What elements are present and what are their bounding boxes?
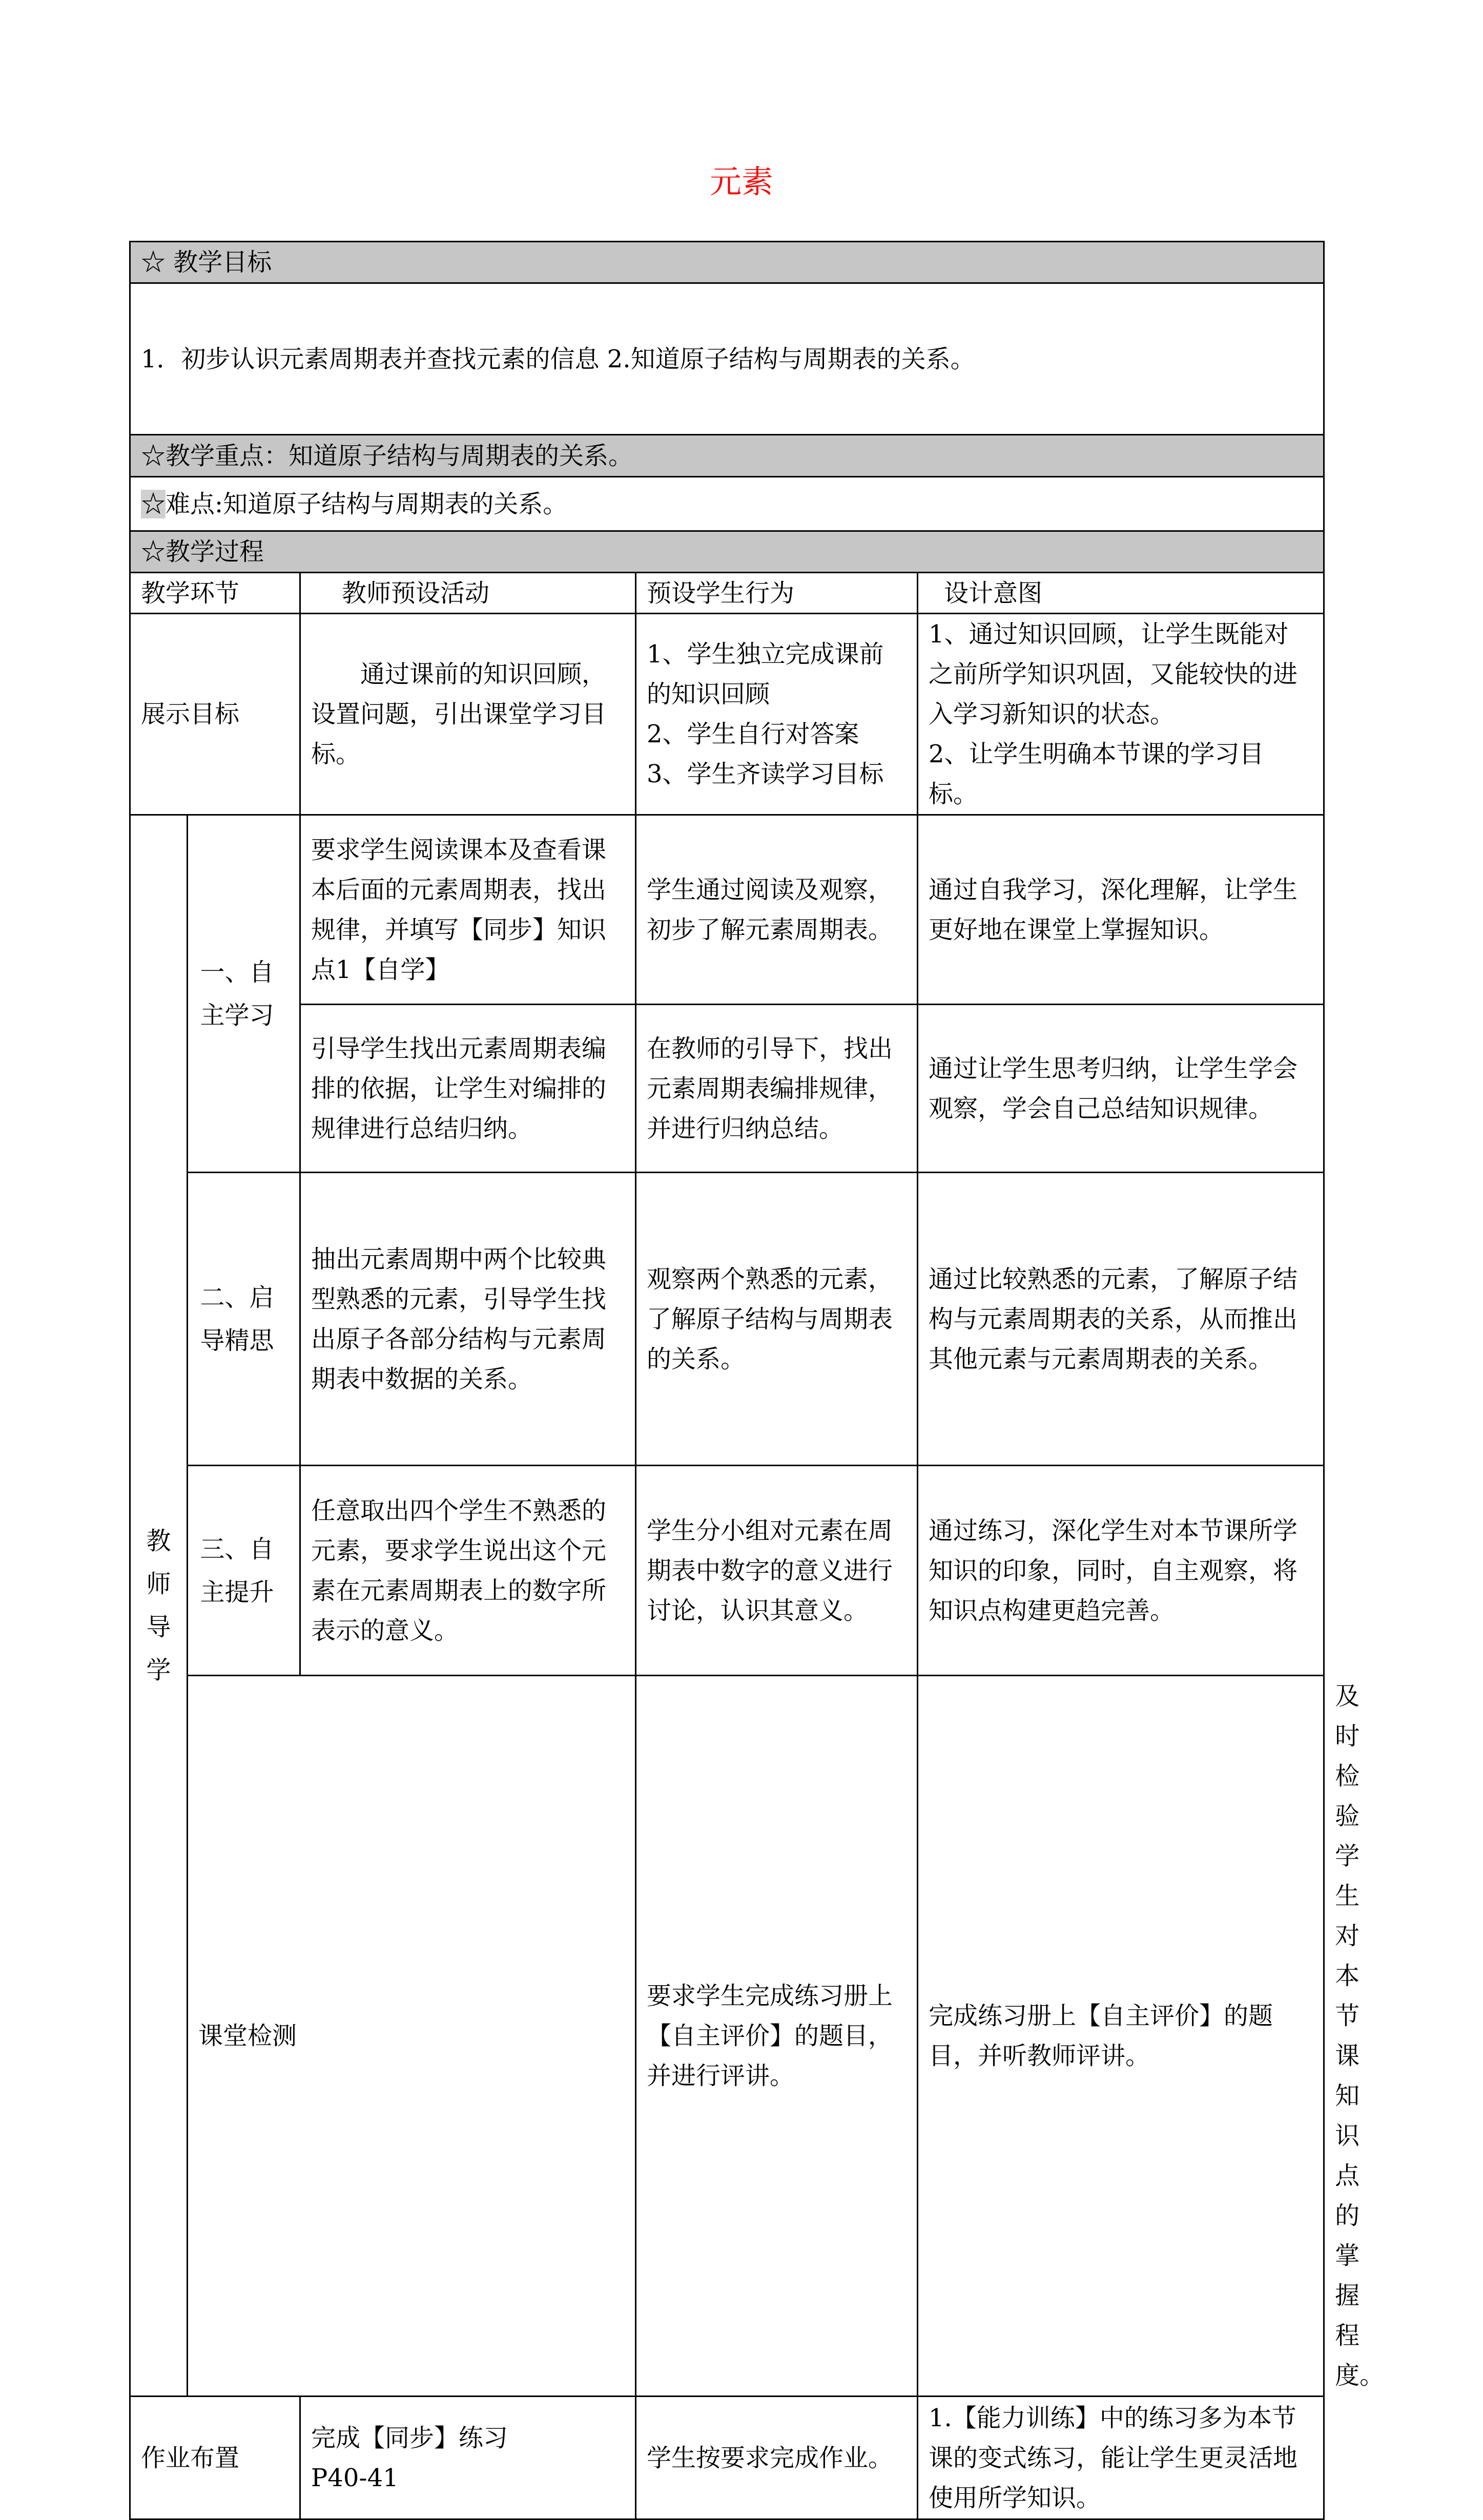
table-row: [130, 1466, 1324, 1676]
list-item: 1、学生独立完成课前的知识回顾: [647, 640, 884, 709]
table-row: 课堂检测 要求学生完成练习册上【自主评价】的题目，并进行评讲。 完成练习册上【自主评价】的题目，并听教师评讲。 及时检验学生对本节课知识点的掌握程度。: [130, 1676, 1324, 2397]
student-behavior: 在教师的引导下，找出元素周期表编排规律，并进行归纳总结。: [636, 1005, 918, 1173]
list-item: P40-41: [311, 2463, 399, 2492]
student-behavior: 学生按要求完成作业。: [636, 2397, 918, 2519]
design-intent: 通过让学生思考归纳，让学生学会观察，学会自己总结知识规律。: [918, 1005, 1324, 1173]
list-item: 2、让学生明确本节课的学习目标。: [929, 740, 1264, 808]
goals-row: [130, 283, 1324, 435]
teacher-activity: 要求学生阅读课本及查看课本后面的元素周期表，找出规律，并填写【同步】知识点1【自学】: [300, 815, 636, 1005]
stage-check: 课堂检测: [188, 1676, 636, 2397]
teacher-activity: 引导学生找出元素周期表编排的依据，让学生对编排的规律进行总结归纳。: [300, 1005, 636, 1173]
list-item: 1、通过知识回顾，让学生既能对之前所学知识巩固，又能较快的进入学习新知识的状态。: [929, 620, 1298, 728]
difficulty: [130, 477, 1324, 531]
stage-label: 一、自主学习: [200, 957, 274, 1030]
key-point: ☆教学重点：知道原子结构与周期表的关系。: [130, 435, 1324, 477]
teacher-activity: 任意取出四个学生不熟悉的元素，要求学生说出这个元素在元素周期表上的数字所表示的意义。: [300, 1466, 636, 1676]
table-row: [130, 614, 1324, 815]
stage-show-goal: 展示目标: [130, 614, 300, 815]
col-header-stage: 教学环节: [130, 573, 300, 614]
goals-header-row: [130, 242, 1324, 283]
teacher-activity: [300, 2397, 636, 2519]
stage-homework: 作业布置: [130, 2397, 300, 2519]
goals-header: ☆ 教学目标: [130, 242, 1324, 283]
stage-1: [188, 815, 300, 1173]
teacher-activity: 抽出元素周期中两个比较典型熟悉的元素，引导学生找出原子各部分结构与元素周期表中数据的关系。: [300, 1173, 636, 1466]
table-row: [130, 2397, 1324, 2519]
difficulty-text: 难点:知道原子结构与周期表的关系。: [166, 489, 568, 518]
design-intent: 1.【能力训练】中的练习多为本节课的变式练习，能让学生更灵活地使用所学知识。: [918, 2397, 1324, 2519]
list-item: 完成【同步】练习: [311, 2423, 508, 2452]
page-title: 元素: [709, 163, 773, 200]
lesson-plan-table: [129, 241, 1385, 2520]
table-row: [130, 1173, 1324, 1466]
difficulty-star: ☆: [141, 489, 166, 518]
student-behavior: 学生通过阅读及观察，初步了解元素周期表。: [636, 815, 918, 1005]
student-behavior: 学生分小组对元素在周期表中数字的意义进行讨论，认识其意义。: [636, 1466, 918, 1676]
teacher-activity: 通过课前的知识回顾，设置问题，引出课堂学习目标。: [300, 614, 636, 815]
design-intent: 通过自我学习，深化理解，让学生更好地在课堂上掌握知识。: [918, 815, 1324, 1005]
student-behavior: [636, 614, 918, 815]
stage-label: 三、自主提升: [200, 1534, 274, 1607]
list-item: 2、学生自行对答案: [647, 720, 859, 748]
table-row: [130, 1005, 1324, 1173]
table-row: [130, 815, 1324, 1005]
design-intent: 通过比较熟悉的元素，了解原子结构与元素周期表的关系，从而推出其他元素与元素周期表的关系。: [918, 1173, 1324, 1466]
column-header-row: [130, 573, 1324, 614]
process-header: ☆教学过程: [130, 531, 1324, 573]
col-header-intent: 设计意图: [918, 573, 1324, 614]
stage-label: 二、启导精思: [200, 1283, 274, 1355]
vertical-label: 教师导学: [146, 1527, 171, 1684]
process-header-row: [130, 531, 1324, 573]
col-header-teacher: 教师预设活动: [300, 573, 636, 614]
goals-content: 1．初步认识元素周期表并查找元素的信息 2.知道原子结构与周期表的关系。: [130, 283, 1324, 435]
col-header-student: 预设学生行为: [636, 573, 918, 614]
list-item: 3、学生齐读学习目标: [647, 760, 884, 788]
design-intent: 通过练习，深化学生对本节课所学知识的印象，同时，自主观察，将知识点构建更趋完善。: [918, 1466, 1324, 1676]
teacher-activity: 要求学生完成练习册上【自主评价】的题目，并进行评讲。: [636, 1676, 918, 2397]
stage-3: [188, 1466, 300, 1676]
student-behavior: 观察两个熟悉的元素，了解原子结构与周期表的关系。: [636, 1173, 918, 1466]
stage-2: [188, 1173, 300, 1466]
student-behavior: 完成练习册上【自主评价】的题目，并听教师评讲。: [918, 1676, 1324, 2397]
stage-teacher-guide: [130, 815, 188, 2397]
difficulty-row: [130, 477, 1324, 531]
key-point-row: [130, 435, 1324, 477]
design-intent: [918, 614, 1324, 815]
